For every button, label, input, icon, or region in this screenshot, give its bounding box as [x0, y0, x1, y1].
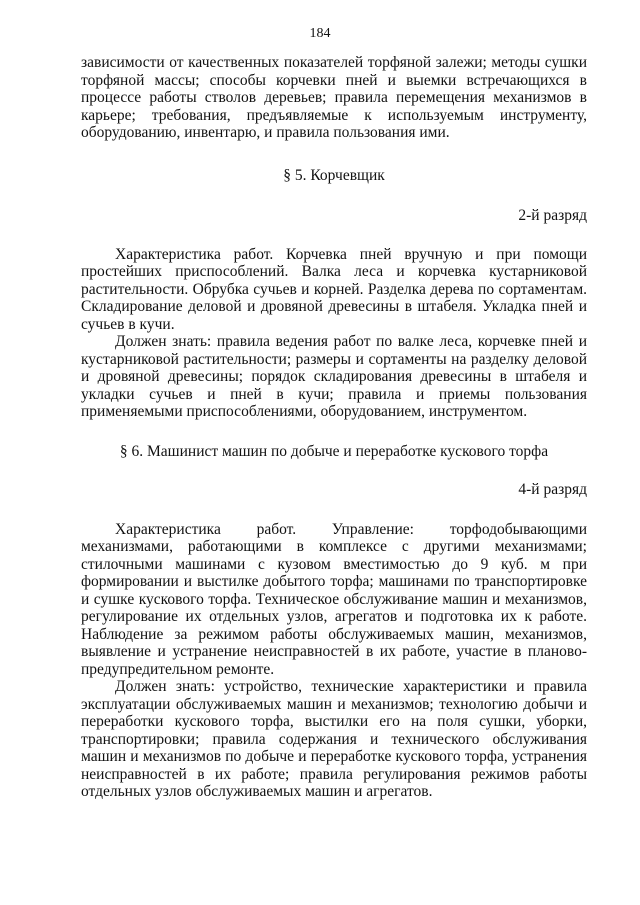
document-body [81, 54, 587, 801]
section-5-grade: 2-й разряд [518, 207, 587, 224]
page-number: 184 [309, 26, 331, 41]
section-6-characteristic: Характеристика работ. Управление: торфодобывающими механизмами, работающими в комплексе с другими механизмами; стилочными машинами с кузовом вместимостью до 9 куб. м при формировании и выстилке добытого торфа; машинами по транспортировке и сушке кускового торфа. Техническое обслуживание машин и механизмов, регулирование их отдельных узлов, агрегатов и подготовка их к работе. Наблюдение за режимом работы обслуживаемых машин, механизмов, выявление и устранение неисправностей в их работе, участие в планово-предупредительном ремонте. [81, 520, 587, 678]
section-6-must-know: Должен знать: устройство, технические характеристики и правила эксплуатации обслуживаемых машин и механизмов; технологию добычи и переработки кускового торфа, выстилки его на поля сушки, уборки, транспортировки; правила содержания и технического обслуживания машин и механизмов по добыче и переработке кускового торфа, устранения неисправностей в их работе; правила регулирования режимов работы отдельных узлов обслуживаемых машин и агрегатов. [81, 678, 587, 800]
section-5-title: § 5. Корчевщик [283, 166, 385, 184]
section-5-characteristic: Характеристика работ. Корчевка пней вручную и при помощи простейших приспособлений. Валка леса и корчевка кустарниковой растительности. Обрубка сучьев и корней. Разделка дерева по сортаментам. Складирование деловой и дровяной древесины в штабеля. Укладка пней и сучьев в кучи. [81, 245, 587, 333]
intro-paragraph: зависимости от качественных показателей торфяной залежи; методы сушки торфяной массы; способы корчевки пней и выемки встречающихся в процессе работы стволов деревьев; правила перемещения механизмов в карьере; требования, предъявляемые к используемым инструменту, оборудованию, инвентарю, и правила пользования ими. [81, 54, 587, 141]
section-6-grade: 4-й разряд [518, 481, 587, 498]
section-5-must-know: Должен знать: правила ведения работ по валке леса, корчевке пней и кустарниковой растительности; размеры и сортаменты на разделку деловой и дровяной древесины; порядок складирования древесины в штабеля и укладки сучьев и пней в кучи; правила и приемы пользования применяемыми приспособлениями, оборудованием, инструментом. [81, 333, 587, 420]
section-6-title: § 6. Машинист машин по добыче и переработке кускового торфа [119, 442, 549, 460]
